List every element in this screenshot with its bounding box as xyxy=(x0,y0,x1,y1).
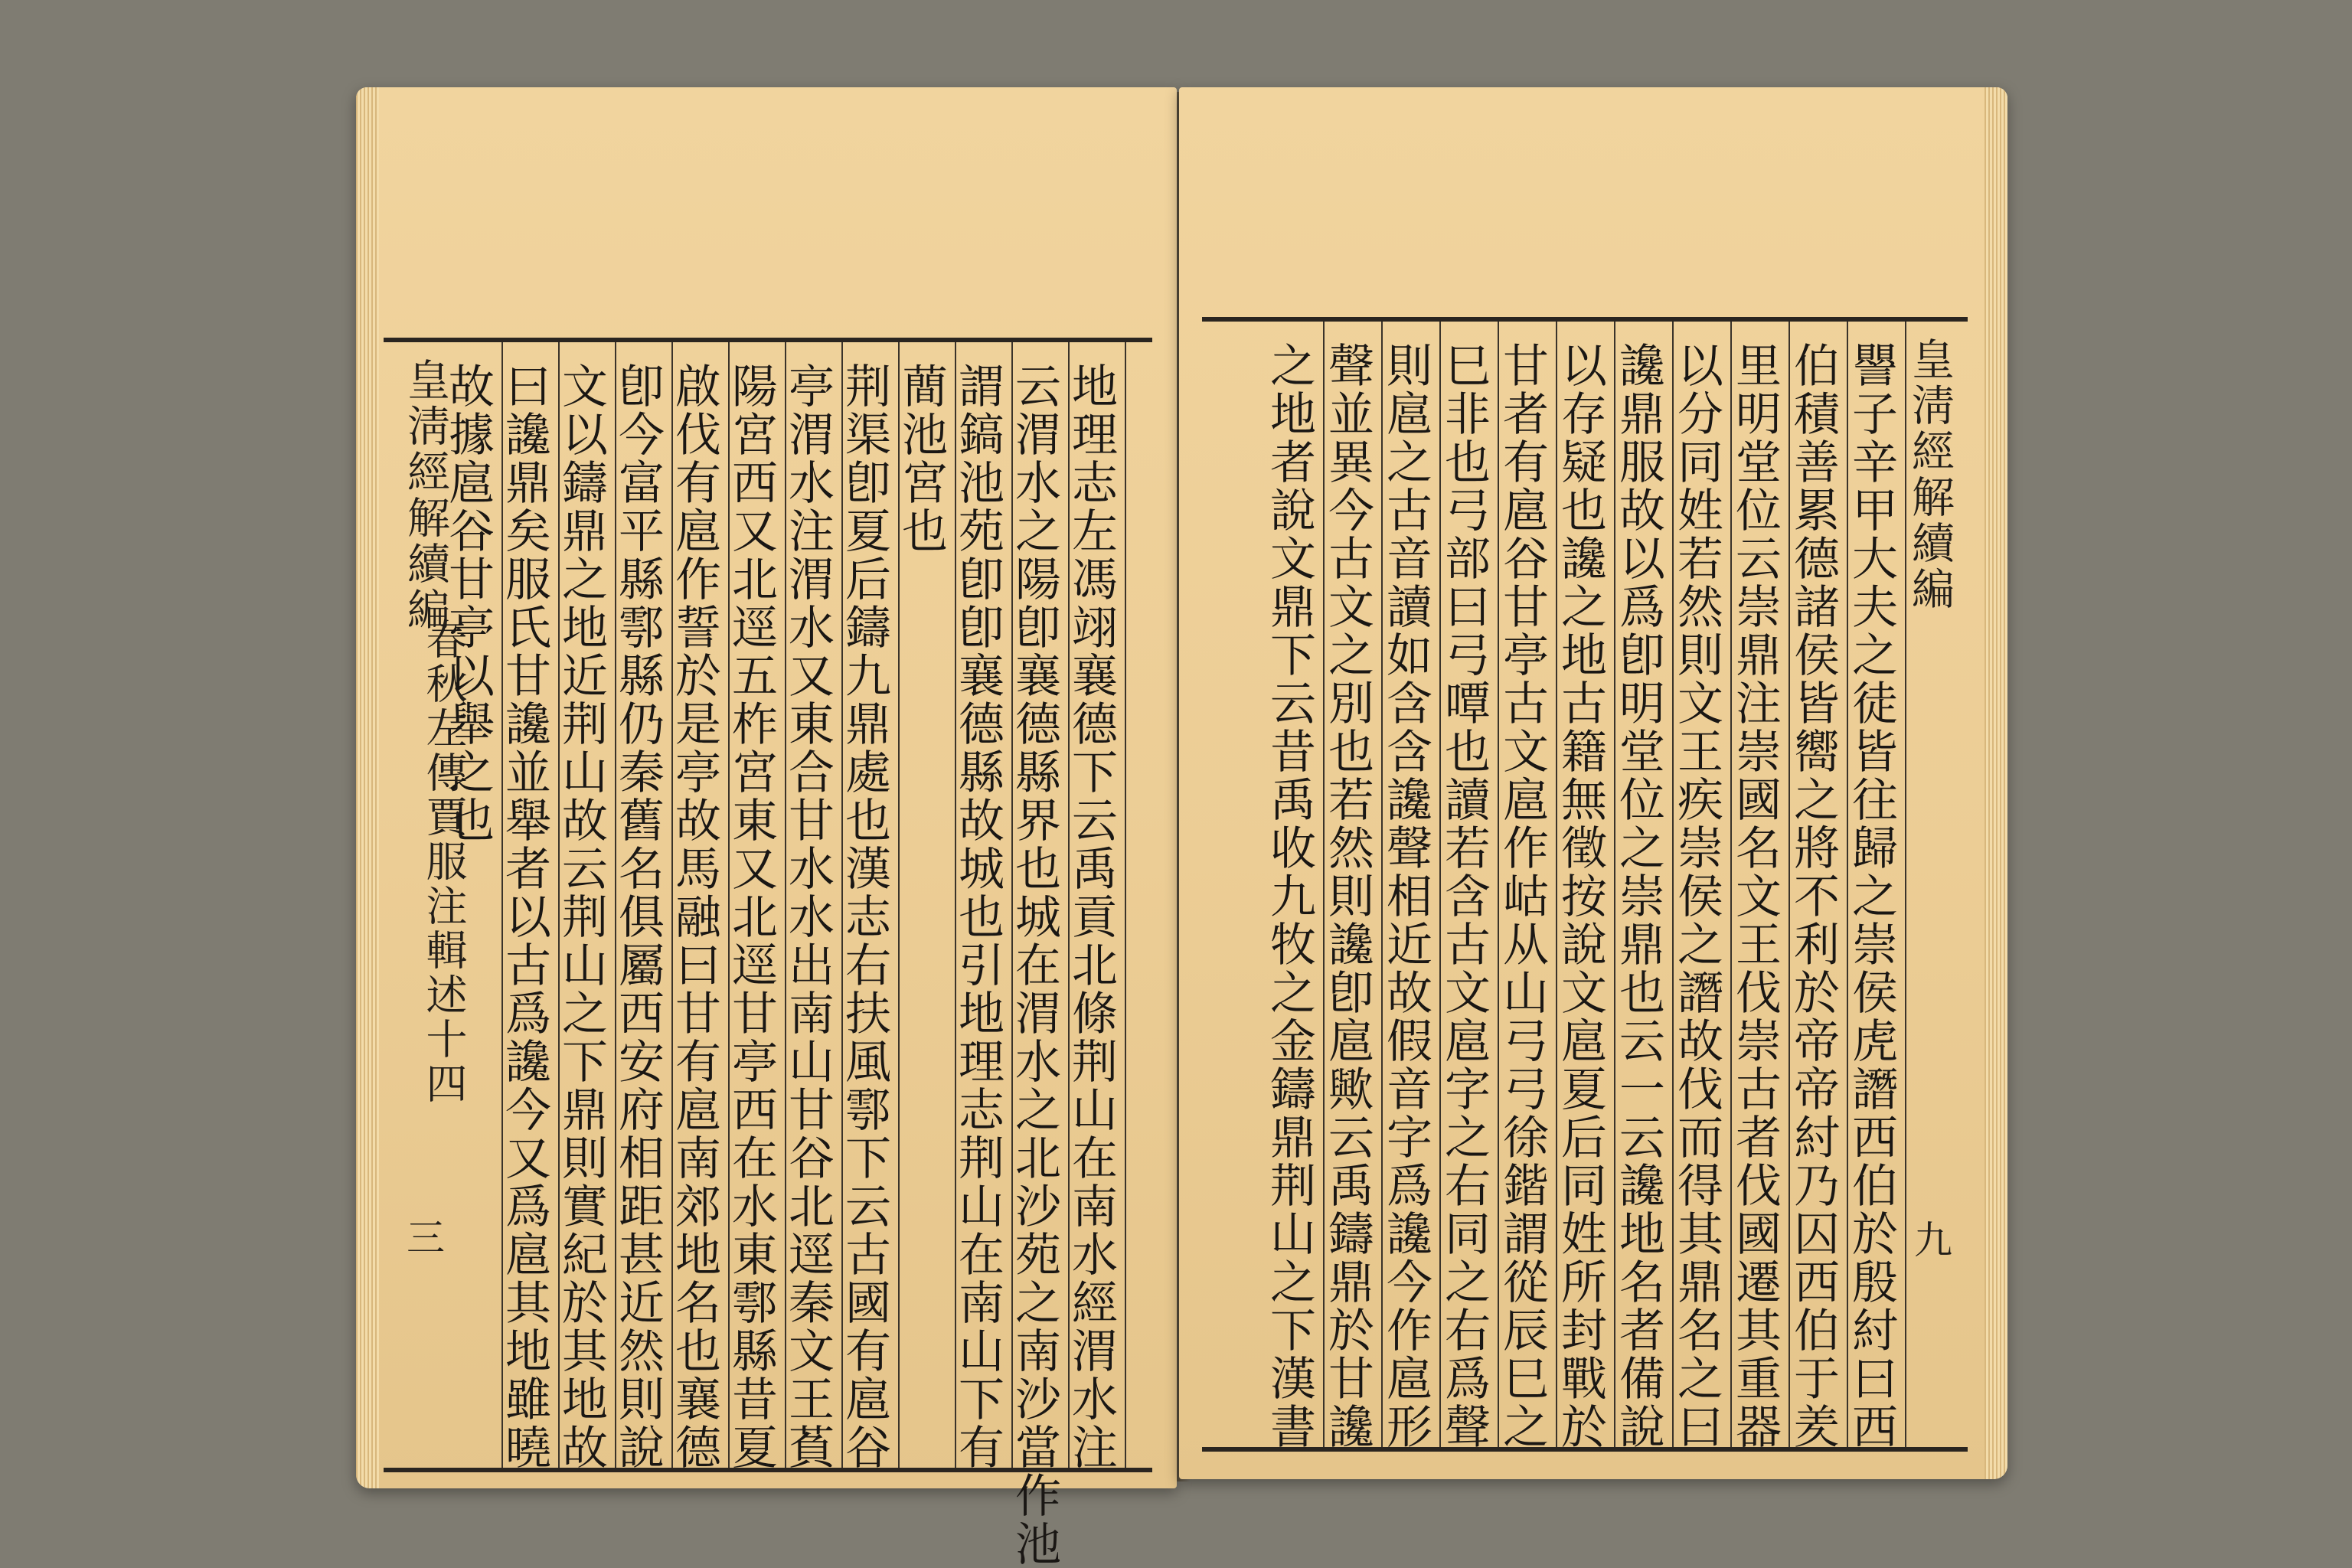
left-page-column-text: 蕳池宮也 xyxy=(894,362,948,555)
right-page-column-text: 以存疑也讒之地古籍無徵按說文扈夏后同姓所封戰於 xyxy=(1553,341,1607,1451)
right-folio: 九 xyxy=(1914,1218,1952,1263)
right-page-column xyxy=(1256,322,1325,1451)
left-page-column-text: 荆渠卽夏后鑄九鼎處也漢志右扶風鄠下云古國有扈谷 xyxy=(838,362,891,1472)
right-page-column-text: 之地者說文鼎下云昔禹收九牧之金鑄鼎荆山之下漢書 xyxy=(1263,341,1316,1451)
left-page-column-text: 云渭水之陽卽襄德縣界也城在渭水之北沙苑之南沙當作池 xyxy=(1008,362,1061,1568)
right-page xyxy=(1179,87,2007,1479)
right-page-column-text: 譻子辛甲大夫之徒皆往歸之崇侯虎譖西伯於殷紂曰西 xyxy=(1844,341,1898,1451)
right-page-column-text: 里明堂位云崇鼎注崇國名文王伐崇古者伐國遷其重器 xyxy=(1728,341,1782,1451)
left-section-label: 春秋左傳賈服注輯述十四 xyxy=(420,618,468,1106)
left-page xyxy=(356,87,1177,1568)
left-page-column-text: 啟伐有扈作誓於是亭故馬融曰甘有扈南郊地名也襄德 xyxy=(668,362,721,1472)
right-page-edge xyxy=(1984,87,2007,1479)
left-text-frame xyxy=(384,338,1152,1568)
left-folio: 三 xyxy=(407,1216,445,1260)
left-page-edge xyxy=(356,87,379,1488)
left-page-column-text: 地理志左馮翊襄德下云禹貢北條荆山在南水經渭水注 xyxy=(1064,362,1118,1472)
right-margin-title: 皇淸經解續編 xyxy=(1905,337,1955,612)
right-page-column-text: 甘者有扈谷甘亭古文扈作岵从山弓弓徐鍇謂從辰巳之 xyxy=(1495,341,1549,1451)
right-text-frame xyxy=(1202,317,1968,1452)
right-page-column-text: 讒鼎服故以爲卽明堂位之崇鼎也云一云讒地名者備說 xyxy=(1612,341,1665,1451)
left-page-column xyxy=(434,342,503,1468)
left-page-column-text: 曰讒鼎矣服氏甘讒並舉者以古爲讒今又爲扈其地雖曉 xyxy=(498,362,551,1472)
right-page-column-text: 巳非也弓部曰弓嘾也讀若含古文扈字之右同之右爲聲 xyxy=(1437,341,1491,1451)
left-margin-title: 皇淸經解續編 xyxy=(400,358,450,633)
left-page-column-text: 卽今富平縣鄠縣仍秦舊名俱屬西安府相距甚近然則說 xyxy=(611,362,665,1472)
left-page-column-text: 故據扈谷甘亭以舉之也 xyxy=(441,362,495,844)
left-page-column-text: 陽宮西又北逕五柞宮東又北逕甘亭西在水東鄠縣昔夏 xyxy=(724,362,778,1472)
right-page-column-text: 以分同姓若然則文王疾崇侯之譖故伐而得其鼎名之曰 xyxy=(1670,341,1723,1451)
left-page-column-text: 謂鎬池苑卽卽襄德縣故城也引地理志荆山在南山下有 xyxy=(951,362,1004,1472)
right-page-column-text: 伯積善累德諸侯皆嚮之將不利於帝帝紂乃囚西伯于羑 xyxy=(1786,341,1840,1451)
left-page-column-text: 亭渭水注渭水又東合甘水水出南山甘谷北逕秦文王萯 xyxy=(781,362,835,1472)
left-page-column-text: 文以鑄鼎之地近荆山故云荆山之下鼎則實紀於其地故 xyxy=(554,362,608,1472)
right-page-column-text: 聲並異今古文之別也若然則讒卽扈歟云禹鑄鼎於甘讒 xyxy=(1321,341,1374,1451)
right-page-column-text: 則扈之古音讀如含含讒聲相近故假音字爲讒今作扈形 xyxy=(1379,341,1432,1451)
